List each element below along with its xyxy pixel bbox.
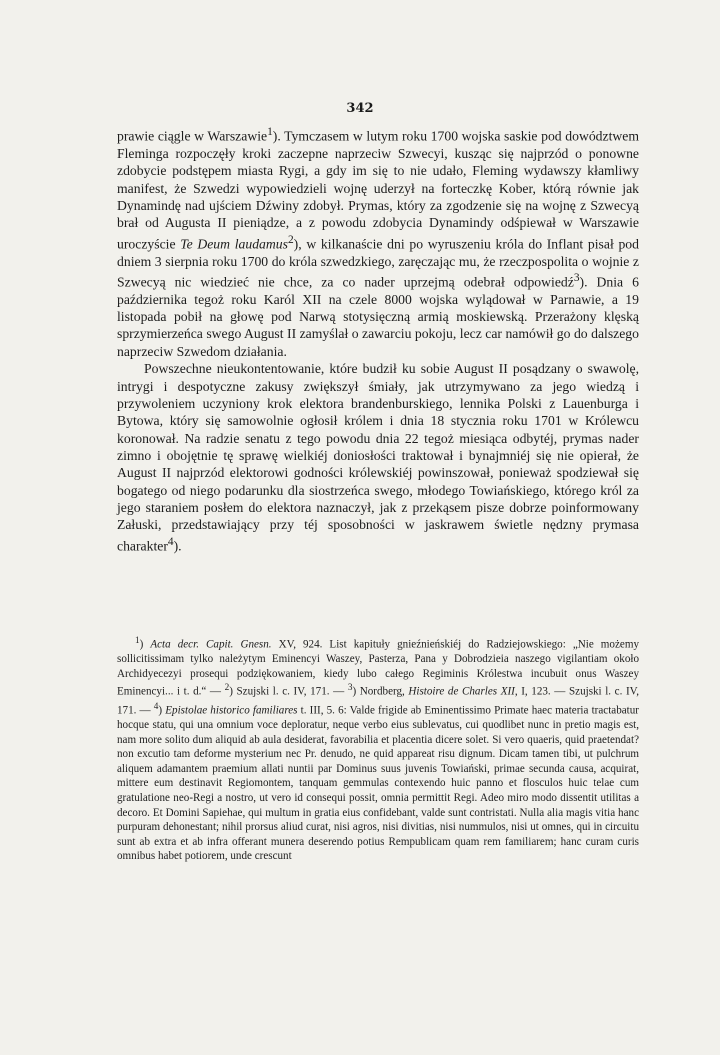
text-run: XV, 924. List kapituły gnieźnieńskiéj do Radziejowskiego: „Nie możemy sollicitissimam tylko należytym Eminencyi Waszey, Pasterza, Pana y Dobrodzieia naszego vigilantiam około Archidyecezyi prosequi podziękowaniem, kiedy lubo całego Regiminis Królestwa incubuit onus Waszey Eminencyi... i t. d.“ — [117,638,640,699]
acta-citation: Acta decr. Capit. Gnesn. [150,638,272,651]
text-run: Powszechne nieukontentowanie, które budził ku sobie August II posądzany o swawolę, intrygi i despotyczne zakusy zwiększył śmiały, jak utrzymywano za jego wiedzą i przywoleniem uczyniony krok elektora brandenburskiego, lennika Polski z Lauenburga i Bytowa, który się samowolnie ogłosił królem i dnia 18 stycznia roku 1701 w Królewcu koronował. Na radzie senatu z tego powodu dnia 22 tegoż miesiąca odbytéj, prymas nader zimno i obojętnie tę sprawę wielkiéj doniosłości traktował i bynajmniéj się nie opierał, że August II najprzód elektorowi godności królewskiéj powinszował, ponieważ spodziewał się bogatego od niego podarunku dla siostrzeńca swego, młodego Towiańskiego, którego król za jego staraniem posłem do elektora naznaczył, jak z przekąsem pisze dobrze poinformowany Załuski, przedstawiający przy téj sposobności w jaskrawem świetle nędzny prymasa charakter [117,361,639,554]
main-text [117,124,639,555]
footnote-marker-2: 2 [224,683,230,694]
text-run: t. III, 5. 6: Valde frigide ab Eminentissimo Primate haec materia tractabatur hocque statu, qui una omnium voce deploratur, neque verbo eius sublevatus, cui quodlibet nunc in pretio magis est, nam more solito dum aliquid ab aula desiderat, favorabilia et placentia dicere solet. Si vero quaeris, quid praetendat? non excutio tam deforme mysterium nec Pr. denudo, ne quid appareat risu dignum. Dicam tamen tibi, ut pulchrum aliquem adamantem praemium allati nuntii par Dominus suus juvenis Towiański, primae secunda causa, acquirat, mittere eum destinavit Regiomontem, tanquam gemmulas contexendo huic panno et flosculos huic telae cum gratulatione neo-Regi a nostro, ut vero id consequi possit, omnia permittit Regi. Adeo miro modo dissentit utilitas a decoro. Et Domini Sapiehae, qui multum in gratia eius confidebant, valde sunt contristati. Nulla alia magis vitia hanc purpuram dehonestant; nihil prorsus aliud curat, nisi agros, nisi divitias, nisi nummulos, nisi ut omnes, qui in circuitu sunt ab extra et ab infra offerant munera deserendo potius Rempublicam quam rem familiarem; hanc curam curis omnibus habet potiorem, unde crescunt [117,704,639,863]
paragraph-1 [117,124,639,360]
text-run: ). [173,538,182,554]
text-run: ) Nordberg, [352,686,409,699]
text-run: ) [139,638,151,651]
text-run: , I, 123. — Szujski l. c. IV, 171. — [117,686,640,717]
text-run: ), w kilkanaście dni po wyruszeniu króla do Inflant pisał pod dniem 3 sierpnia roku 1700 do króla szwedzkiego, zaręczając mu, że rzeczpospolita o wojnie z Szwecyą nic wiedzieć nie chce, za co nader uprzejmą odebrał odpowiedź [117,236,639,290]
footnote-marker-3: 3 [347,683,353,694]
text-run: ). Tymczasem w lutym roku 1700 wojska saskie pod dowództwem Fleminga rozpoczęły kroki zaczepne naprzeciw Szwecyi, kusząc się najprzód o ponowne zdobycie podstępem miasta Rygi, a gdy im się to nie udało, Fleming wydawszy kłamliwy manifest, że Szwedzi wypowiedzieli wojnę uderzył na forteczkę Kober, którą równie jak Dynamindę nad ujściem Dźwiny zdobył. Prymas, który za zgodzenie się na wojnę z Szwecyą brał od Augusta II pieniądze, a z powodu zdobycia Dynamindy odśpiewał w Warszawie uroczyście [117,128,639,252]
text-run: prawie ciągle w Warszawie [117,128,268,144]
footnote-marker-4: 4 [153,701,159,712]
footnote-block [117,634,639,864]
text-run: ) Szujski l. c. IV, 171. — [229,686,348,699]
page-number: 342 [346,101,374,116]
footnote-marker-1: 1 [135,636,140,646]
paragraph-2 [117,360,639,554]
footnote-ref-2: 2 [287,233,294,246]
footnote-ref-1: 1 [267,126,273,138]
epistolae-citation: Epistolae historico familiares [165,704,298,717]
footnote-ref-4: 4 [167,535,174,548]
histoire-citation: Histoire de Charles XII [408,686,515,699]
footnote-ref-3: 3 [573,271,580,284]
text-run: ). Dnia 6 października tegoż roku Karól XII na czele 8000 wojska wylądował w Parnawie, a 19 listopada pobił na głowę pod Narwą stotysięczną armią moskiewską. Przerażony klęską sprzymierzeńca swego August II zamyślał o zawarciu pokoju, lecz car namówił go do dalszego naprzeciw Szwedom działania. [117,274,639,359]
text-run: ) [158,704,166,717]
footnotes [117,634,639,864]
te-deum-title: Te Deum laudamus [180,236,288,252]
